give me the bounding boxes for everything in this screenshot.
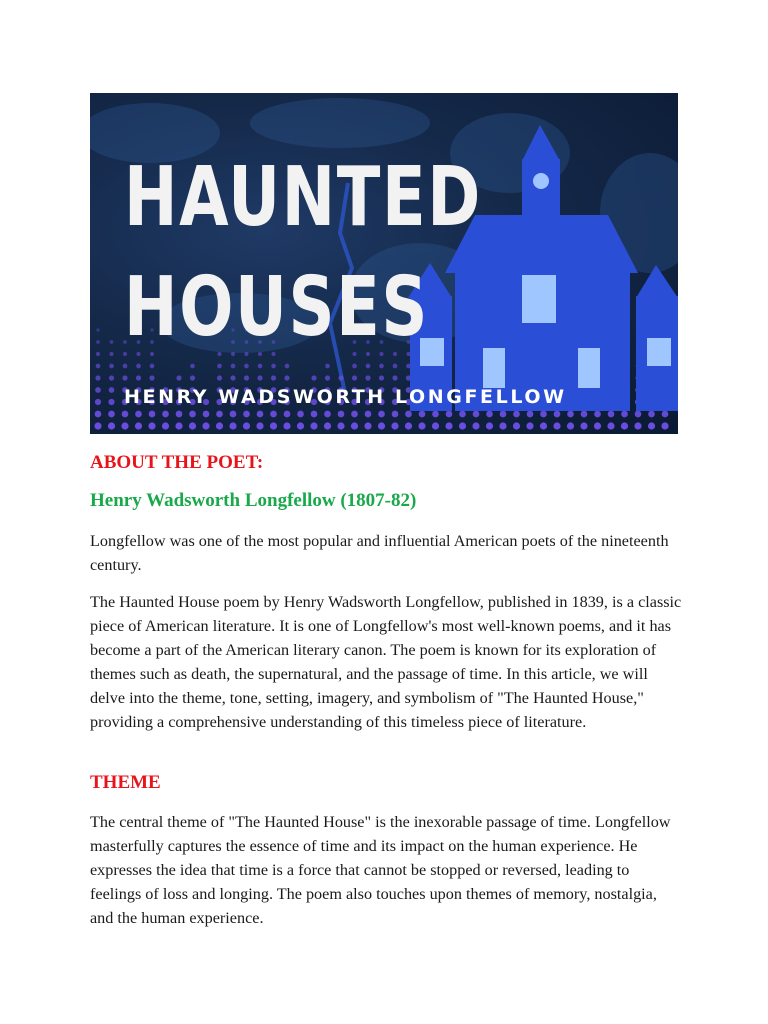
equalizer-dot xyxy=(96,328,99,331)
equalizer-dot xyxy=(391,422,398,429)
equalizer-dot xyxy=(203,411,210,418)
equalizer-dot xyxy=(109,364,114,369)
equalizer-dot xyxy=(190,364,195,369)
equalizer-dot xyxy=(257,375,262,380)
equalizer-dot xyxy=(95,411,102,418)
equalizer-dot xyxy=(419,411,426,418)
equalizer-dot xyxy=(122,375,127,380)
equalizer-dot xyxy=(500,411,507,418)
equalizer-dot xyxy=(393,364,398,369)
equalizer-dot xyxy=(567,422,574,429)
equalizer-dot xyxy=(325,375,330,380)
equalizer-dot xyxy=(243,411,250,418)
equalizer-dot xyxy=(95,399,101,405)
equalizer-dot xyxy=(175,422,182,429)
equalizer-dot xyxy=(513,422,520,429)
equalizer-dot xyxy=(567,411,574,418)
intro-paragraph: Longfellow was one of the most popular and influential American poets of the nineteenth century. xyxy=(90,532,669,574)
equalizer-dot xyxy=(324,411,331,418)
equalizer-dot xyxy=(392,375,397,380)
equalizer-dot xyxy=(162,422,169,429)
equalizer-dot xyxy=(648,411,655,418)
equalizer-dot xyxy=(553,422,560,429)
equalizer-dot xyxy=(365,411,372,418)
equalizer-dot xyxy=(634,422,641,429)
equalizer-dot xyxy=(271,375,276,380)
equalizer-dot xyxy=(378,422,385,429)
equalizer-dot xyxy=(135,411,142,418)
equalizer-dot xyxy=(297,411,304,418)
equalizer-dot xyxy=(96,364,101,369)
theme-paragraph: The central theme of "The Haunted House" is the inexorable passage of time. Longfellow masterfully captures the essence of time and its impact on the human experience. He expresses the idea that time is a force that cannot be stopped or reversed, leading to feelings of loss and longing. The poem also touches upon themes of memory, nostalgia, and the human experience. xyxy=(90,813,671,927)
equalizer-dot xyxy=(189,422,196,429)
equalizer-dot xyxy=(621,422,628,429)
theme-heading: THEME xyxy=(90,772,161,793)
equalizer-dot xyxy=(607,422,614,429)
banner-author: HENRY WADSWORTH LONGFELLOW xyxy=(124,386,567,408)
equalizer-dot xyxy=(230,375,235,380)
equalizer-dot xyxy=(136,364,141,369)
equalizer-dot xyxy=(405,411,412,418)
equalizer-dot xyxy=(297,422,304,429)
equalizer-dot xyxy=(635,411,642,418)
equalizer-dot xyxy=(486,411,493,418)
equalizer-dot xyxy=(121,422,128,429)
banner-title xyxy=(124,143,482,363)
equalizer-dot xyxy=(324,422,331,429)
equalizer-dot xyxy=(594,422,601,429)
equalizer-dot xyxy=(379,364,384,369)
equalizer-dot xyxy=(216,411,223,418)
equalizer-dot xyxy=(351,422,358,429)
equalizer-dot xyxy=(581,411,588,418)
equalizer-dot xyxy=(217,364,222,369)
equalizer-dot xyxy=(231,364,236,369)
equalizer-dot xyxy=(285,364,290,369)
equalizer-dot xyxy=(108,399,114,405)
equalizer-dot xyxy=(230,411,237,418)
equalizer-dot xyxy=(176,411,183,418)
equalizer-dot xyxy=(366,364,371,369)
equalizer-dot xyxy=(648,422,655,429)
equalizer-dot xyxy=(418,422,425,429)
equalizer-dot xyxy=(540,422,547,429)
equalizer-dot xyxy=(379,375,384,380)
about-heading: ABOUT THE POET: xyxy=(90,452,264,473)
poet-heading: Henry Wadsworth Longfellow (1807-82) xyxy=(90,490,417,511)
equalizer-dot xyxy=(432,422,439,429)
equalizer-dot xyxy=(351,411,358,418)
banner-title-line-1: HAUNTED xyxy=(124,150,482,245)
equalizer-dot xyxy=(258,364,263,369)
equalizer-dot xyxy=(621,411,628,418)
equalizer-dot xyxy=(338,375,343,380)
equalizer-dot xyxy=(108,411,115,418)
equalizer-dot xyxy=(310,422,317,429)
banner-title-line-2: HOUSES xyxy=(124,260,430,355)
equalizer-dot xyxy=(244,364,249,369)
equalizer-dot xyxy=(338,411,345,418)
equalizer-dot xyxy=(352,364,357,369)
equalizer-dot xyxy=(405,422,412,429)
equalizer-dot xyxy=(662,411,669,418)
equalizer-dot xyxy=(284,375,289,380)
equalizer-dot xyxy=(96,352,100,356)
equalizer-dot xyxy=(499,422,506,429)
equalizer-dot xyxy=(378,411,385,418)
equalizer-dot xyxy=(459,422,466,429)
equalizer-dot xyxy=(217,375,222,380)
equalizer-dot xyxy=(473,411,480,418)
equalizer-dot xyxy=(243,422,250,429)
equalizer-dot xyxy=(162,411,169,418)
equalizer-dot xyxy=(149,411,156,418)
equalizer-dot xyxy=(284,411,291,418)
equalizer-dot xyxy=(95,387,101,393)
about-paragraph: The Haunted House poem by Henry Wadsworth Longfellow, published in 1839, is a classic piece of American literature. It is one of Longfellow's most well-known poems, and it has become a part of the American literary canon. The poem is known for its exploration of themes such as death, the supernatural, and the passage of time. In this article, we will delve into the theme, tone, setting, imagery, and symbolism of "The Haunted House," providing a comprehensive understanding of this timeless piece of literature. xyxy=(90,593,682,731)
equalizer-dot xyxy=(270,411,277,418)
equalizer-dot xyxy=(445,422,452,429)
equalizer-dot xyxy=(136,375,141,380)
equalizer-dot xyxy=(109,387,115,393)
equalizer-dot xyxy=(311,411,318,418)
equalizer-dot xyxy=(202,422,209,429)
equalizer-dot xyxy=(190,375,195,380)
equalizer-dot xyxy=(176,375,181,380)
equalizer-dot xyxy=(108,422,115,429)
equalizer-dot xyxy=(365,375,370,380)
equalizer-dot xyxy=(325,364,330,369)
equalizer-dot xyxy=(311,375,316,380)
equalizer-dot xyxy=(364,422,371,429)
equalizer-dot xyxy=(392,411,399,418)
equalizer-dot xyxy=(229,422,236,429)
equalizer-dot xyxy=(150,364,155,369)
equalizer-dot xyxy=(256,422,263,429)
equalizer-dot xyxy=(149,375,154,380)
equalizer-dot xyxy=(216,422,223,429)
equalizer-dot xyxy=(446,411,453,418)
equalizer-dot xyxy=(122,411,129,418)
equalizer-dot xyxy=(580,422,587,429)
equalizer-dot xyxy=(459,411,466,418)
equalizer-dot xyxy=(432,411,439,418)
equalizer-dot xyxy=(109,352,113,356)
equalizer-dot xyxy=(554,411,561,418)
equalizer-dot xyxy=(244,375,249,380)
equalizer-dot xyxy=(472,422,479,429)
equalizer-dot xyxy=(123,364,128,369)
equalizer-dot xyxy=(486,422,493,429)
equalizer-dot xyxy=(661,422,668,429)
equalizer-dot xyxy=(110,340,114,344)
equalizer-dot xyxy=(96,340,100,344)
equalizer-dot xyxy=(526,422,533,429)
banner-image xyxy=(90,93,678,434)
equalizer-dot xyxy=(135,422,142,429)
equalizer-dot xyxy=(109,375,114,380)
equalizer-dot xyxy=(352,375,357,380)
equalizer-dot xyxy=(594,411,601,418)
equalizer-dot xyxy=(608,411,615,418)
equalizer-dot xyxy=(95,375,100,380)
equalizer-dot xyxy=(148,422,155,429)
equalizer-dot xyxy=(540,411,547,418)
equalizer-dot xyxy=(94,422,101,429)
equalizer-dot xyxy=(527,411,534,418)
equalizer-dot xyxy=(513,411,520,418)
equalizer-dot xyxy=(337,422,344,429)
equalizer-dot xyxy=(189,411,196,418)
equalizer-dot xyxy=(271,364,276,369)
equalizer-dot xyxy=(270,422,277,429)
equalizer-dot xyxy=(283,422,290,429)
equalizer-dot xyxy=(257,411,264,418)
